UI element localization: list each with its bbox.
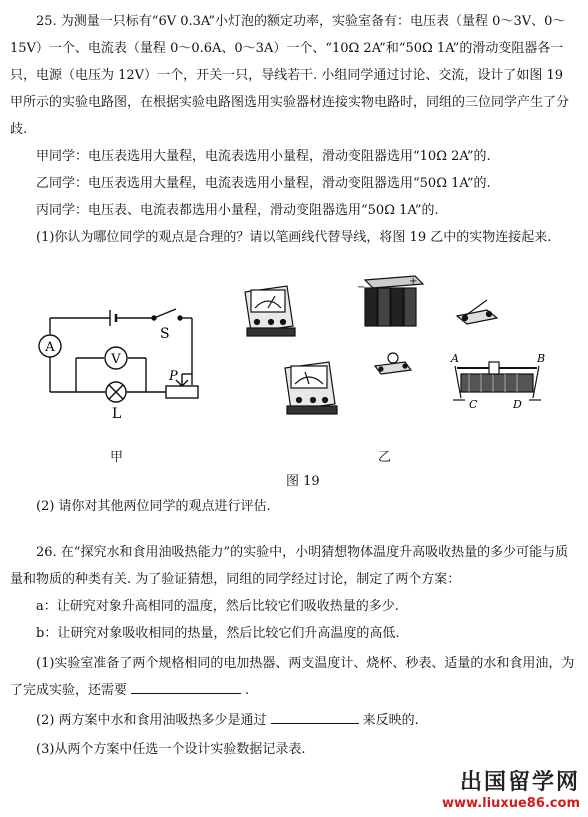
ammeter-device — [245, 286, 295, 336]
answer-blank-2[interactable] — [271, 709, 359, 724]
q26-question-3: (3)从两个方案中任选一个设计实验数据记录表. — [36, 742, 306, 757]
slider-label: P — [169, 369, 178, 384]
q26-plan-a: a：让研究对象升高相同的温度，然后比较它们吸收热量的多少. — [36, 599, 399, 614]
voltmeter-device — [285, 362, 337, 414]
q26-question-1 — [10, 650, 578, 704]
q26-question-2-end: 来反映的. — [362, 713, 419, 728]
q25-student-a: 甲同学：电压表选用大量程，电流表选用小量程，滑动变阻器选用“10Ω 2A”的. — [36, 149, 491, 164]
switch-label: S — [160, 326, 170, 342]
lamp-holder-device — [375, 353, 411, 374]
rheostat-label-d: D — [513, 398, 522, 411]
answer-blank-1[interactable] — [131, 679, 241, 694]
rheostat-label-c: C — [469, 398, 478, 411]
svg-text:+: + — [409, 276, 418, 287]
watermark-title: 出国留学网 — [459, 770, 580, 795]
rheostat-label-a: A — [451, 352, 459, 365]
rheostat-label-b: B — [537, 352, 546, 365]
rheostat-device — [453, 362, 541, 400]
watermark — [442, 765, 580, 811]
circuit-diagram — [30, 300, 200, 420]
battery-pack — [357, 276, 423, 326]
lamp-label: L — [112, 406, 122, 422]
svg-text:−: − — [357, 282, 366, 293]
q25-student-b: 乙同学：电压表选用大量程，电流表选用小量程，滑动变阻器选用“50Ω 1A”的. — [36, 176, 491, 191]
figure-caption: 图 19 — [286, 474, 320, 489]
q26-intro: 26. 在“探究水和食用油吸热能力”的实验中，小明猜想物体温度升高吸收热量的多少可能与质量和物质的种类有关. 为了验证猜想，同组的同学经过讨论，制定了两个方案： — [10, 545, 569, 587]
q26-plan-b: b：让研究对象吸收相同的热量，然后比较它们升高温度的高低. — [36, 626, 400, 641]
figure-label-jia: 甲 — [110, 450, 124, 465]
ammeter-symbol: A — [45, 340, 55, 355]
voltmeter-symbol: V — [111, 352, 121, 367]
figure-label-yi: 乙 — [378, 450, 392, 465]
q26-question-1-end: . — [245, 683, 250, 698]
q26-question-2 — [10, 707, 578, 734]
q25-question-1: (1)你认为哪位同学的观点是合理的？请以笔画线代替导线，将图 19 乙中的实物连接起来. — [36, 230, 552, 245]
q25-student-c: 丙同学：电压表、电流表都选用小量程，滑动变阻器选用“50Ω 1A”的. — [36, 203, 439, 218]
components-illustration — [225, 270, 565, 420]
q25-question-2: (2) 请你对其他两位同学的观点进行评估. — [36, 499, 271, 514]
watermark-url: www.liuxue86.com — [442, 796, 580, 811]
q26-question-2-text: (2) 两方案中水和食用油吸热多少是通过 — [36, 713, 267, 728]
q26-question-1-text: (1)实验室准备了两个规格相同的电加热器、两支温度计、烧杯、秒表、适量的水和食用油，为了完成实验，还需要 — [10, 656, 575, 698]
switch-device — [457, 300, 497, 324]
q25-intro: 25. 为测量一只标有“6V 0.3A”小灯泡的额定功率，实验室备有：电压表（量程 0～3V、0～15V）一个、电流表（量程 0～0.6A、0～3A）一个、“10Ω 2A”和“50Ω 1A”的滑动变阻器各一只，电源（电压为 12V）一个，开关一只，导线若干. 小组同学通过讨论、交流，设计了如图 19 甲所示的实验电路图，在根据实验电路图选用实验器材连接实物电路时，同组的三位同学产生了分歧. — [10, 14, 570, 137]
